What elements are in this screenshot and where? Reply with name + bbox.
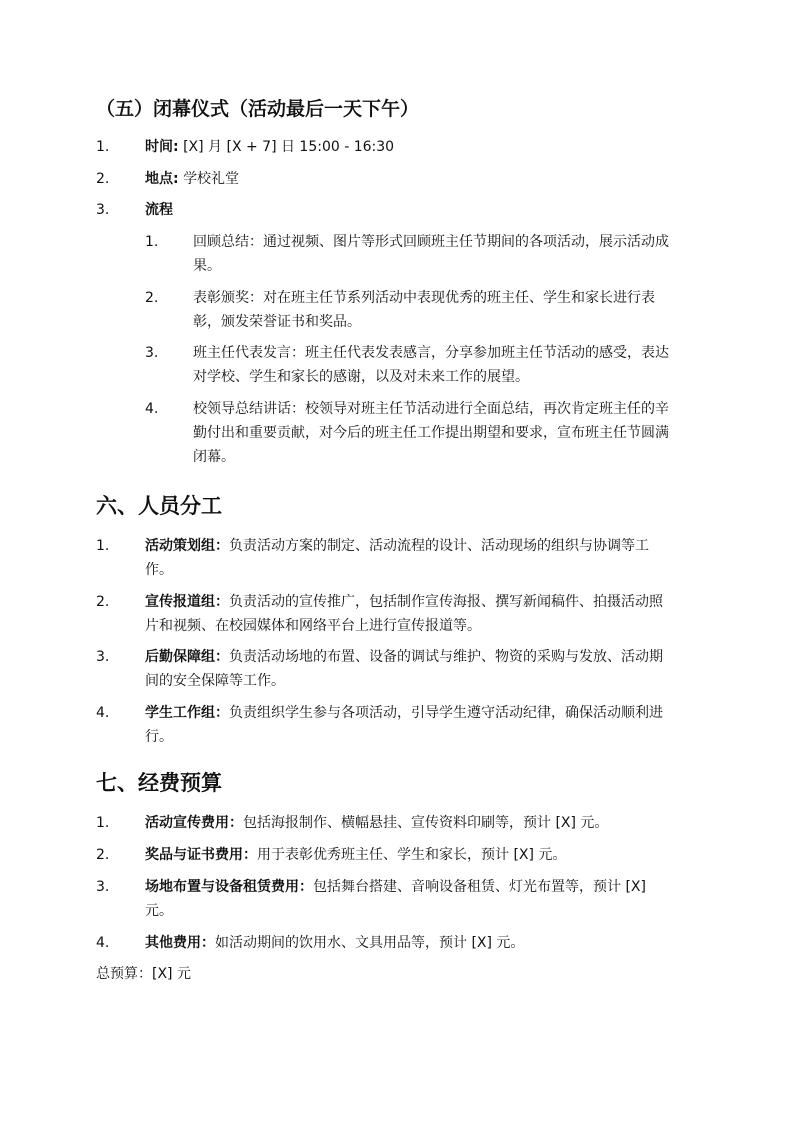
item-label: 奖品与证书费用 xyxy=(145,847,243,863)
item-label-separator: ： xyxy=(215,594,229,610)
text-line xyxy=(145,875,705,899)
item-label: 流程 xyxy=(145,202,173,218)
item-text: [X] 月 [X + 7] 日 15:00 - 16:30 xyxy=(183,139,395,155)
list-number: 2. xyxy=(145,290,159,306)
list-number: 4. xyxy=(96,935,110,951)
list-item-body xyxy=(145,843,705,867)
text-line: 间的安全保障等工作。 xyxy=(145,673,285,689)
text-line xyxy=(145,534,705,558)
text-line xyxy=(145,811,705,835)
item-label: 时间 xyxy=(145,139,173,155)
item-label-separator: : xyxy=(173,171,179,187)
list-number: 1. xyxy=(96,139,110,155)
list-item-body xyxy=(193,341,705,389)
item-text: 负责活动的宣传推广，包括制作宣传海报、撰写新闻稿件、拍摄活动照 xyxy=(229,594,663,610)
list-item-body xyxy=(193,230,705,278)
staffing-heading: 六、人员分工 xyxy=(96,494,222,518)
item-text: 如活动期间的饮用水、文具用品等，预计 [X] 元。 xyxy=(215,935,525,951)
item-label-separator: ： xyxy=(215,705,229,721)
list-number: 2. xyxy=(96,594,110,610)
list-item-body xyxy=(145,198,705,222)
list-number: 4. xyxy=(96,705,110,721)
item-text: 负责组织学生参与各项活动，引导学生遵守活动纪律，确保活动顺利进 xyxy=(229,705,663,721)
text-line: 作。 xyxy=(145,562,173,578)
text-line xyxy=(145,645,705,669)
budget-heading: 七、经费预算 xyxy=(96,771,222,795)
list-number: 3. xyxy=(96,202,110,218)
text-line: 校领导总结讲话：校领导对班主任节活动进行全面总结，再次肯定班主任的辛 xyxy=(193,401,669,417)
item-label: 宣传报道组 xyxy=(145,594,215,610)
list-number: 1. xyxy=(145,234,159,250)
text-line xyxy=(145,701,705,725)
list-item-body xyxy=(145,701,705,749)
item-label: 活动策划组 xyxy=(145,538,215,554)
item-label-separator: ： xyxy=(229,815,243,831)
text-line xyxy=(145,590,705,614)
item-label-separator: : xyxy=(173,139,179,155)
list-number: 2. xyxy=(96,171,110,187)
item-text: 包括舞台搭建、音响设备租赁、灯光布置等，预计 [X] xyxy=(313,879,646,895)
list-number: 3. xyxy=(96,649,110,665)
list-number: 4. xyxy=(145,401,159,417)
text-line: 行。 xyxy=(145,729,173,745)
text-line xyxy=(145,843,705,867)
item-label-separator: ： xyxy=(215,538,229,554)
list-number: 2. xyxy=(96,847,110,863)
text-line: 班主任代表发言：班主任代表发表感言，分享参加班主任节活动的感受，表达 xyxy=(193,345,669,361)
item-text: 学校礼堂 xyxy=(183,171,240,187)
text-line: 果。 xyxy=(193,258,221,274)
list-item-body xyxy=(193,286,705,334)
item-label: 活动宣传费用 xyxy=(145,815,229,831)
item-label-separator: ： xyxy=(201,935,215,951)
item-label-separator: ： xyxy=(299,879,313,895)
total-budget: 总预算：[X] 元 xyxy=(96,966,191,982)
item-label: 学生工作组 xyxy=(145,705,215,721)
item-label: 地点 xyxy=(145,171,173,187)
list-item-body xyxy=(145,875,705,923)
item-text: 包括海报制作、横幅悬挂、宣传资料印刷等，预计 [X] 元。 xyxy=(243,815,609,831)
text-line: 回顾总结：通过视频、图片等形式回顾班主任节期间的各项活动，展示活动成 xyxy=(193,234,669,250)
list-item-body xyxy=(145,931,705,955)
text-line: 片和视频、在校园媒体和网络平台上进行宣传报道等。 xyxy=(145,618,481,634)
list-number: 1. xyxy=(96,815,110,831)
list-item-body xyxy=(145,645,705,693)
list-number: 3. xyxy=(96,879,110,895)
text-line: 彰，颁发荣誉证书和奖品。 xyxy=(193,314,361,330)
list-item-body xyxy=(145,135,705,159)
list-item-body xyxy=(145,167,705,191)
list-item-body xyxy=(193,397,705,469)
item-label-separator: ： xyxy=(243,847,257,863)
closing-ceremony-heading: （五）闭幕仪式（活动最后一天下午） xyxy=(96,98,420,120)
text-line xyxy=(145,931,705,955)
list-number: 1. xyxy=(96,538,110,554)
text-line: 闭幕。 xyxy=(193,449,235,465)
list-item-body xyxy=(145,811,705,835)
list-item-body xyxy=(145,534,705,582)
list-item-body xyxy=(145,590,705,638)
item-text: 负责活动场地的布置、设备的调试与维护、物资的采购与发放、活动期 xyxy=(229,649,663,665)
item-label: 其他费用 xyxy=(145,935,201,951)
item-label: 场地布置与设备租赁费用 xyxy=(145,879,299,895)
list-number: 3. xyxy=(145,345,159,361)
item-text: 用于表彰优秀班主任、学生和家长，预计 [X] 元。 xyxy=(257,847,567,863)
text-line: 元。 xyxy=(145,903,173,919)
item-label: 后勤保障组 xyxy=(145,649,215,665)
item-label-separator: ： xyxy=(215,649,229,665)
item-text: 负责活动方案的制定、活动流程的设计、活动现场的组织与协调等工 xyxy=(229,538,649,554)
text-line: 表彰颁奖：对在班主任节系列活动中表现优秀的班主任、学生和家长进行表 xyxy=(193,290,655,306)
text-line: 对学校、学生和家长的感谢，以及对未来工作的展望。 xyxy=(193,369,529,385)
text-line: 勤付出和重要贡献，对今后的班主任工作提出期望和要求，宣布班主任节圆满 xyxy=(193,425,669,441)
